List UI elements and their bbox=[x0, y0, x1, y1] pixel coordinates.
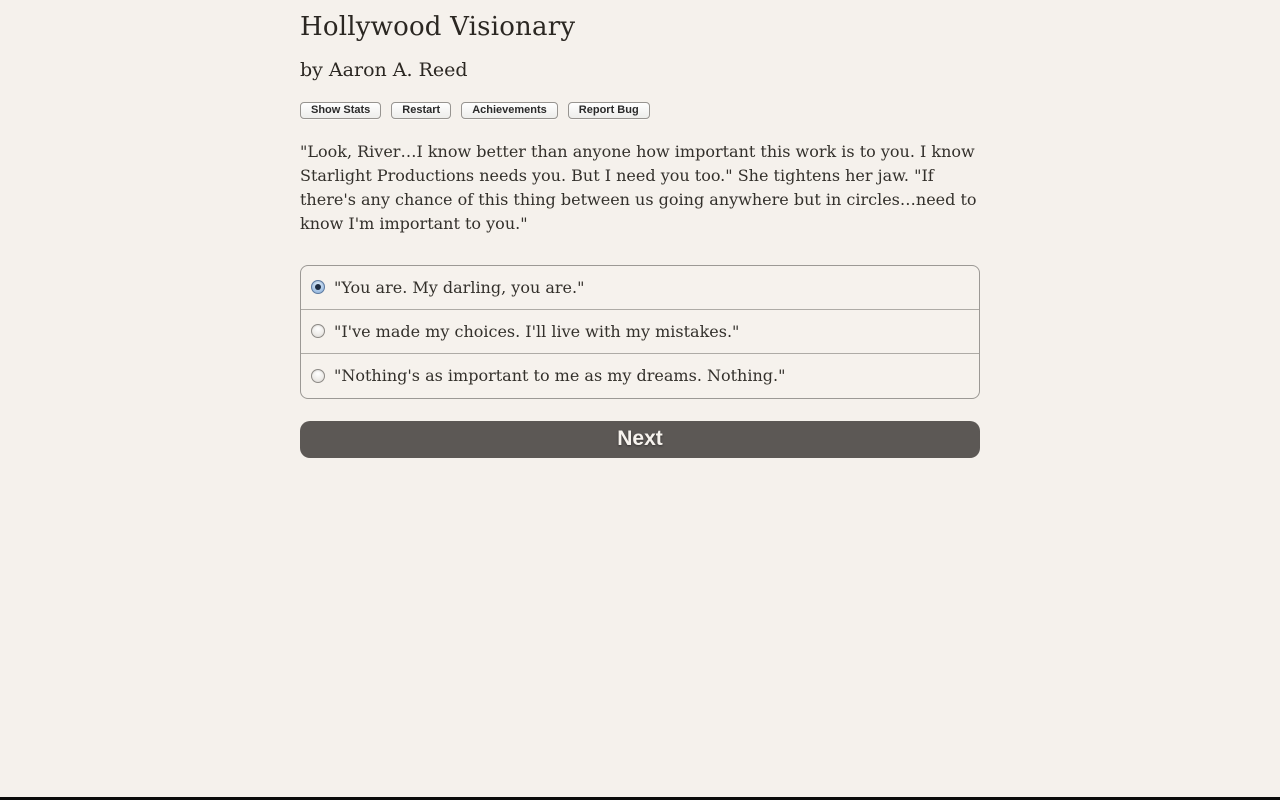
radio-icon[interactable] bbox=[311, 369, 325, 383]
choice-option-3[interactable] bbox=[301, 354, 979, 398]
choice-option-label: "Nothing's as important to me as my dreams. Nothing." bbox=[334, 366, 786, 386]
choice-option-2[interactable] bbox=[301, 310, 979, 354]
report-bug-button[interactable]: Report Bug bbox=[568, 102, 650, 119]
radio-icon[interactable] bbox=[311, 324, 325, 338]
restart-button[interactable]: Restart bbox=[391, 102, 451, 119]
choice-option-label: "You are. My darling, you are." bbox=[334, 277, 585, 297]
toolbar bbox=[300, 102, 980, 119]
choice-group bbox=[300, 265, 980, 399]
author-byline: by Aaron A. Reed bbox=[300, 58, 468, 81]
achievements-button[interactable]: Achievements bbox=[461, 102, 558, 119]
page-title: Hollywood Visionary bbox=[300, 12, 576, 42]
show-stats-button[interactable]: Show Stats bbox=[300, 102, 381, 119]
story-paragraph: "Look, River…I know better than anyone how important this work is to you. I know Starlight Productions needs you. But I need you too." She tightens her jaw. "If there's any chance of this thing between us going anywhere but in circles…need to know I'm important to you." bbox=[300, 141, 977, 233]
choice-option-1[interactable] bbox=[301, 266, 979, 310]
radio-icon[interactable] bbox=[311, 280, 325, 294]
next-button[interactable]: Next bbox=[300, 421, 980, 458]
game-content bbox=[300, 0, 980, 458]
choice-option-label: "I've made my choices. I'll live with my mistakes." bbox=[334, 321, 740, 341]
